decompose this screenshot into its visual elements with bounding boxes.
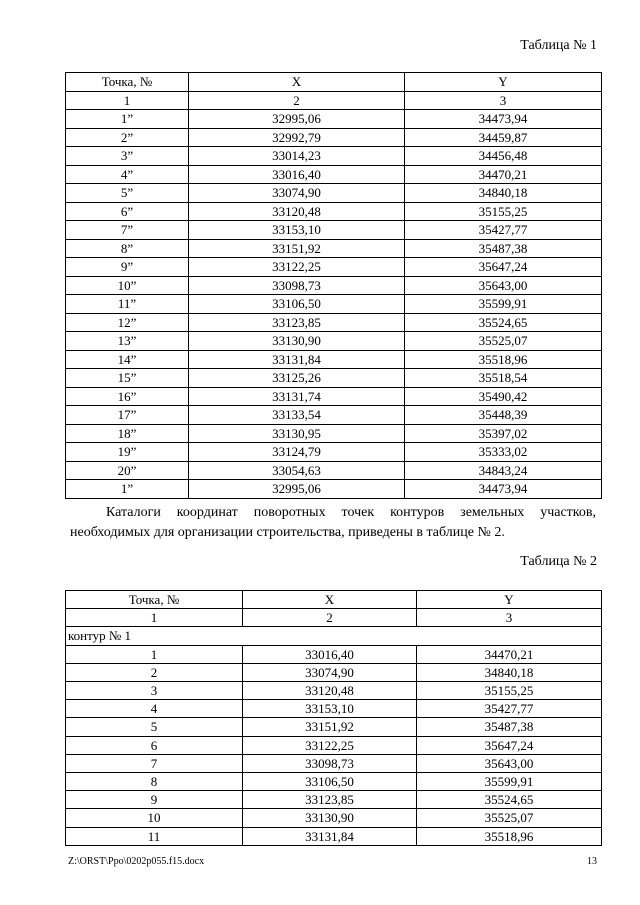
table-row (66, 110, 602, 129)
y-cell: 35524,65 (417, 791, 602, 809)
point-cell: 8” (66, 239, 189, 258)
header-y: Y (405, 73, 602, 92)
y-cell: 34840,18 (417, 663, 602, 681)
x-cell: 33123,85 (243, 791, 417, 809)
point-cell: 16” (66, 387, 189, 406)
point-cell: 3 (66, 682, 243, 700)
y-cell: 35448,39 (405, 406, 602, 425)
point-cell: 5” (66, 184, 189, 203)
table-row (66, 480, 602, 499)
y-cell: 35518,96 (417, 827, 602, 845)
point-cell: 20” (66, 461, 189, 480)
y-cell: 34470,21 (417, 645, 602, 663)
index-cell: 3 (405, 91, 602, 110)
point-cell: 10 (66, 809, 243, 827)
y-cell: 34470,21 (405, 165, 602, 184)
y-cell: 35490,42 (405, 387, 602, 406)
x-cell: 33016,40 (243, 645, 417, 663)
y-cell: 35525,07 (405, 332, 602, 351)
x-cell: 32995,06 (189, 110, 405, 129)
header-point: Точка, № (66, 591, 243, 609)
y-cell: 34843,24 (405, 461, 602, 480)
point-cell: 7 (66, 754, 243, 772)
table-row (66, 700, 602, 718)
y-cell: 35647,24 (417, 736, 602, 754)
y-cell: 34456,48 (405, 147, 602, 166)
y-cell: 34459,87 (405, 128, 602, 147)
table-row (66, 221, 602, 240)
y-cell: 35155,25 (417, 682, 602, 700)
x-cell: 33130,90 (189, 332, 405, 351)
x-cell: 33131,84 (243, 827, 417, 845)
y-cell: 35518,54 (405, 369, 602, 388)
y-cell: 35333,02 (405, 443, 602, 462)
point-cell: 6” (66, 202, 189, 221)
index-cell: 2 (189, 91, 405, 110)
y-cell: 35487,38 (417, 718, 602, 736)
x-cell: 33122,25 (243, 736, 417, 754)
table-row (66, 461, 602, 480)
table-row (66, 295, 602, 314)
point-cell: 11 (66, 827, 243, 845)
x-cell: 33123,85 (189, 313, 405, 332)
file-path: Z:\ORST\Ppo\0202p055.f15.docx (68, 856, 205, 867)
table-row (66, 809, 602, 827)
y-cell: 35427,77 (405, 221, 602, 240)
y-cell: 35524,65 (405, 313, 602, 332)
x-cell: 33098,73 (243, 754, 417, 772)
y-cell: 34473,94 (405, 110, 602, 129)
x-cell: 33130,95 (189, 424, 405, 443)
x-cell: 33130,90 (243, 809, 417, 827)
point-cell: 1” (66, 110, 189, 129)
x-cell: 33122,25 (189, 258, 405, 277)
x-cell: 33054,63 (189, 461, 405, 480)
group-row (66, 627, 602, 645)
x-cell: 32995,06 (189, 480, 405, 499)
y-cell: 35427,77 (417, 700, 602, 718)
table-row (66, 350, 602, 369)
x-cell: 33074,90 (189, 184, 405, 203)
contour-label: контур № 1 (66, 627, 602, 645)
point-cell: 12” (66, 313, 189, 332)
y-cell: 35599,91 (405, 295, 602, 314)
point-cell: 5 (66, 718, 243, 736)
x-cell: 33151,92 (243, 718, 417, 736)
header-point: Точка, № (66, 73, 189, 92)
y-cell: 35643,00 (417, 754, 602, 772)
point-cell: 3” (66, 147, 189, 166)
column-index-row (66, 91, 602, 110)
point-cell: 2” (66, 128, 189, 147)
x-cell: 32992,79 (189, 128, 405, 147)
column-index-row (66, 609, 602, 627)
point-cell: 6 (66, 736, 243, 754)
header-x: X (243, 591, 417, 609)
table-header-row (66, 591, 602, 609)
table1-caption: Таблица № 1 (520, 38, 597, 53)
x-cell: 33120,48 (189, 202, 405, 221)
x-cell: 33125,26 (189, 369, 405, 388)
table-row (66, 165, 602, 184)
header-x: X (189, 73, 405, 92)
point-cell: 9” (66, 258, 189, 277)
point-cell: 4 (66, 700, 243, 718)
body-paragraph: Каталоги координат поворотных точек контуров земельных участков, необходимых для организации строительства, приведены в таблице № 2. (70, 505, 596, 540)
y-cell: 34840,18 (405, 184, 602, 203)
table-row (66, 147, 602, 166)
x-cell: 33124,79 (189, 443, 405, 462)
x-cell: 33014,23 (189, 147, 405, 166)
table-row (66, 313, 602, 332)
x-cell: 33153,10 (189, 221, 405, 240)
point-cell: 19” (66, 443, 189, 462)
x-cell: 33098,73 (189, 276, 405, 295)
table-row (66, 663, 602, 681)
table-row (66, 128, 602, 147)
table-row (66, 736, 602, 754)
table-row (66, 443, 602, 462)
table-header-row (66, 73, 602, 92)
point-cell: 7” (66, 221, 189, 240)
table-row (66, 773, 602, 791)
table-row (66, 791, 602, 809)
y-cell: 35643,00 (405, 276, 602, 295)
point-cell: 1” (66, 480, 189, 499)
x-cell: 33133,54 (189, 406, 405, 425)
table-row (66, 754, 602, 772)
point-cell: 13” (66, 332, 189, 351)
x-cell: 33074,90 (243, 663, 417, 681)
x-cell: 33131,74 (189, 387, 405, 406)
table-row (66, 406, 602, 425)
y-cell: 34473,94 (405, 480, 602, 499)
x-cell: 33131,84 (189, 350, 405, 369)
x-cell: 33106,50 (189, 295, 405, 314)
y-cell: 35599,91 (417, 773, 602, 791)
table-row (66, 645, 602, 663)
y-cell: 35525,07 (417, 809, 602, 827)
coordinates-table-1 (65, 72, 602, 499)
table-row (66, 258, 602, 277)
x-cell: 33016,40 (189, 165, 405, 184)
point-cell: 17” (66, 406, 189, 425)
point-cell: 4” (66, 165, 189, 184)
page-number: 13 (587, 856, 597, 867)
table-row (66, 369, 602, 388)
index-cell: 1 (66, 609, 243, 627)
point-cell: 18” (66, 424, 189, 443)
header-y: Y (417, 591, 602, 609)
point-cell: 10” (66, 276, 189, 295)
table-row (66, 827, 602, 845)
index-cell: 2 (243, 609, 417, 627)
table-row (66, 276, 602, 295)
y-cell: 35487,38 (405, 239, 602, 258)
point-cell: 11” (66, 295, 189, 314)
point-cell: 15” (66, 369, 189, 388)
table-row (66, 387, 602, 406)
table-row (66, 202, 602, 221)
point-cell: 1 (66, 645, 243, 663)
table-row (66, 332, 602, 351)
point-cell: 9 (66, 791, 243, 809)
y-cell: 35397,02 (405, 424, 602, 443)
x-cell: 33153,10 (243, 700, 417, 718)
x-cell: 33106,50 (243, 773, 417, 791)
x-cell: 33120,48 (243, 682, 417, 700)
table-row (66, 184, 602, 203)
y-cell: 35647,24 (405, 258, 602, 277)
y-cell: 35155,25 (405, 202, 602, 221)
table-row (66, 239, 602, 258)
index-cell: 1 (66, 91, 189, 110)
index-cell: 3 (417, 609, 602, 627)
point-cell: 2 (66, 663, 243, 681)
table-row (66, 718, 602, 736)
table2-caption: Таблица № 2 (520, 554, 597, 569)
x-cell: 33151,92 (189, 239, 405, 258)
table-row (66, 682, 602, 700)
point-cell: 14” (66, 350, 189, 369)
point-cell: 8 (66, 773, 243, 791)
coordinates-table-2 (65, 590, 602, 846)
table-row (66, 424, 602, 443)
y-cell: 35518,96 (405, 350, 602, 369)
